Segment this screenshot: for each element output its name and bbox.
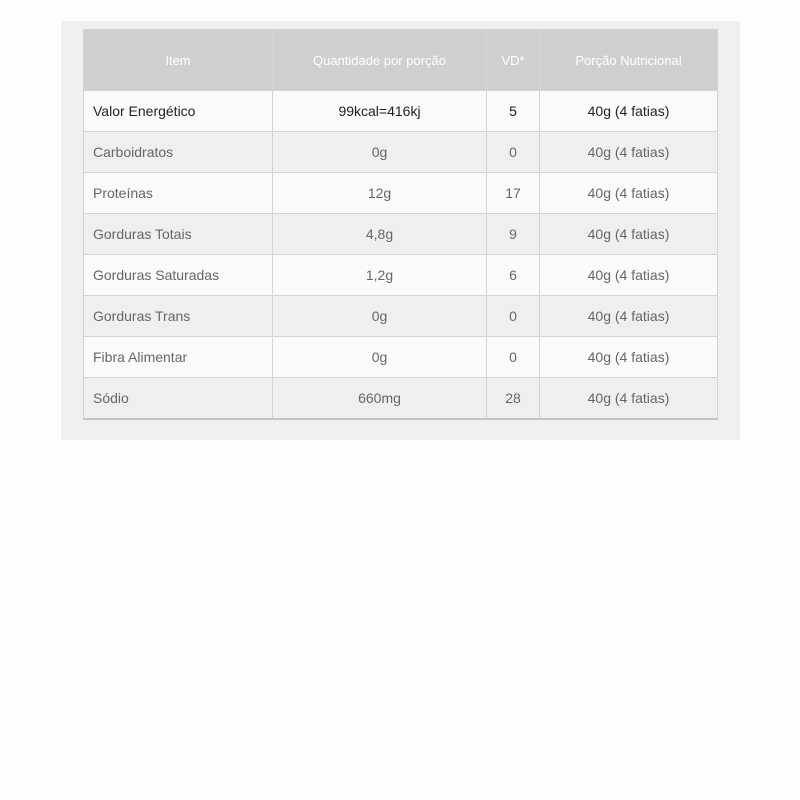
- cell-item: Fibra Alimentar: [84, 337, 273, 378]
- cell-vd: 6: [487, 255, 540, 296]
- cell-portion: 40g (4 fatias): [540, 337, 718, 378]
- cell-item: Gorduras Trans: [84, 296, 273, 337]
- cell-quantity: 660mg: [273, 378, 487, 420]
- table-row: [84, 255, 718, 296]
- cell-portion: 40g (4 fatias): [540, 378, 718, 420]
- cell-quantity: 0g: [273, 296, 487, 337]
- table-header-row: [84, 30, 718, 91]
- cell-quantity: 4,8g: [273, 214, 487, 255]
- cell-vd: 0: [487, 296, 540, 337]
- cell-vd: 17: [487, 173, 540, 214]
- cell-item: Gorduras Saturadas: [84, 255, 273, 296]
- cell-vd: 0: [487, 337, 540, 378]
- table-row: [84, 296, 718, 337]
- header-quantity: Quantidade por porção: [273, 30, 487, 91]
- cell-quantity: 1,2g: [273, 255, 487, 296]
- cell-portion: 40g (4 fatias): [540, 214, 718, 255]
- table-row: [84, 91, 718, 132]
- cell-vd: 5: [487, 91, 540, 132]
- cell-item: Gorduras Totais: [84, 214, 273, 255]
- nutrition-table: [83, 29, 718, 420]
- table-row: [84, 214, 718, 255]
- cell-item: Carboidratos: [84, 132, 273, 173]
- cell-portion: 40g (4 fatias): [540, 296, 718, 337]
- nutrition-panel: [61, 21, 740, 440]
- cell-vd: 9: [487, 214, 540, 255]
- table-row: [84, 337, 718, 378]
- cell-item: Sódio: [84, 378, 273, 420]
- header-item: Item: [84, 30, 273, 91]
- header-portion: Porção Nutricional: [540, 30, 718, 91]
- cell-portion: 40g (4 fatias): [540, 255, 718, 296]
- cell-quantity: 0g: [273, 132, 487, 173]
- table-row: [84, 173, 718, 214]
- table-row: [84, 378, 718, 420]
- cell-portion: 40g (4 fatias): [540, 173, 718, 214]
- cell-quantity: 99kcal=416kj: [273, 91, 487, 132]
- cell-portion: 40g (4 fatias): [540, 132, 718, 173]
- cell-item: Valor Energético: [84, 91, 273, 132]
- cell-item: Proteínas: [84, 173, 273, 214]
- cell-quantity: 0g: [273, 337, 487, 378]
- cell-vd: 28: [487, 378, 540, 420]
- cell-quantity: 12g: [273, 173, 487, 214]
- cell-portion: 40g (4 fatias): [540, 91, 718, 132]
- cell-vd: 0: [487, 132, 540, 173]
- header-vd: VD*: [487, 30, 540, 91]
- table-row: [84, 132, 718, 173]
